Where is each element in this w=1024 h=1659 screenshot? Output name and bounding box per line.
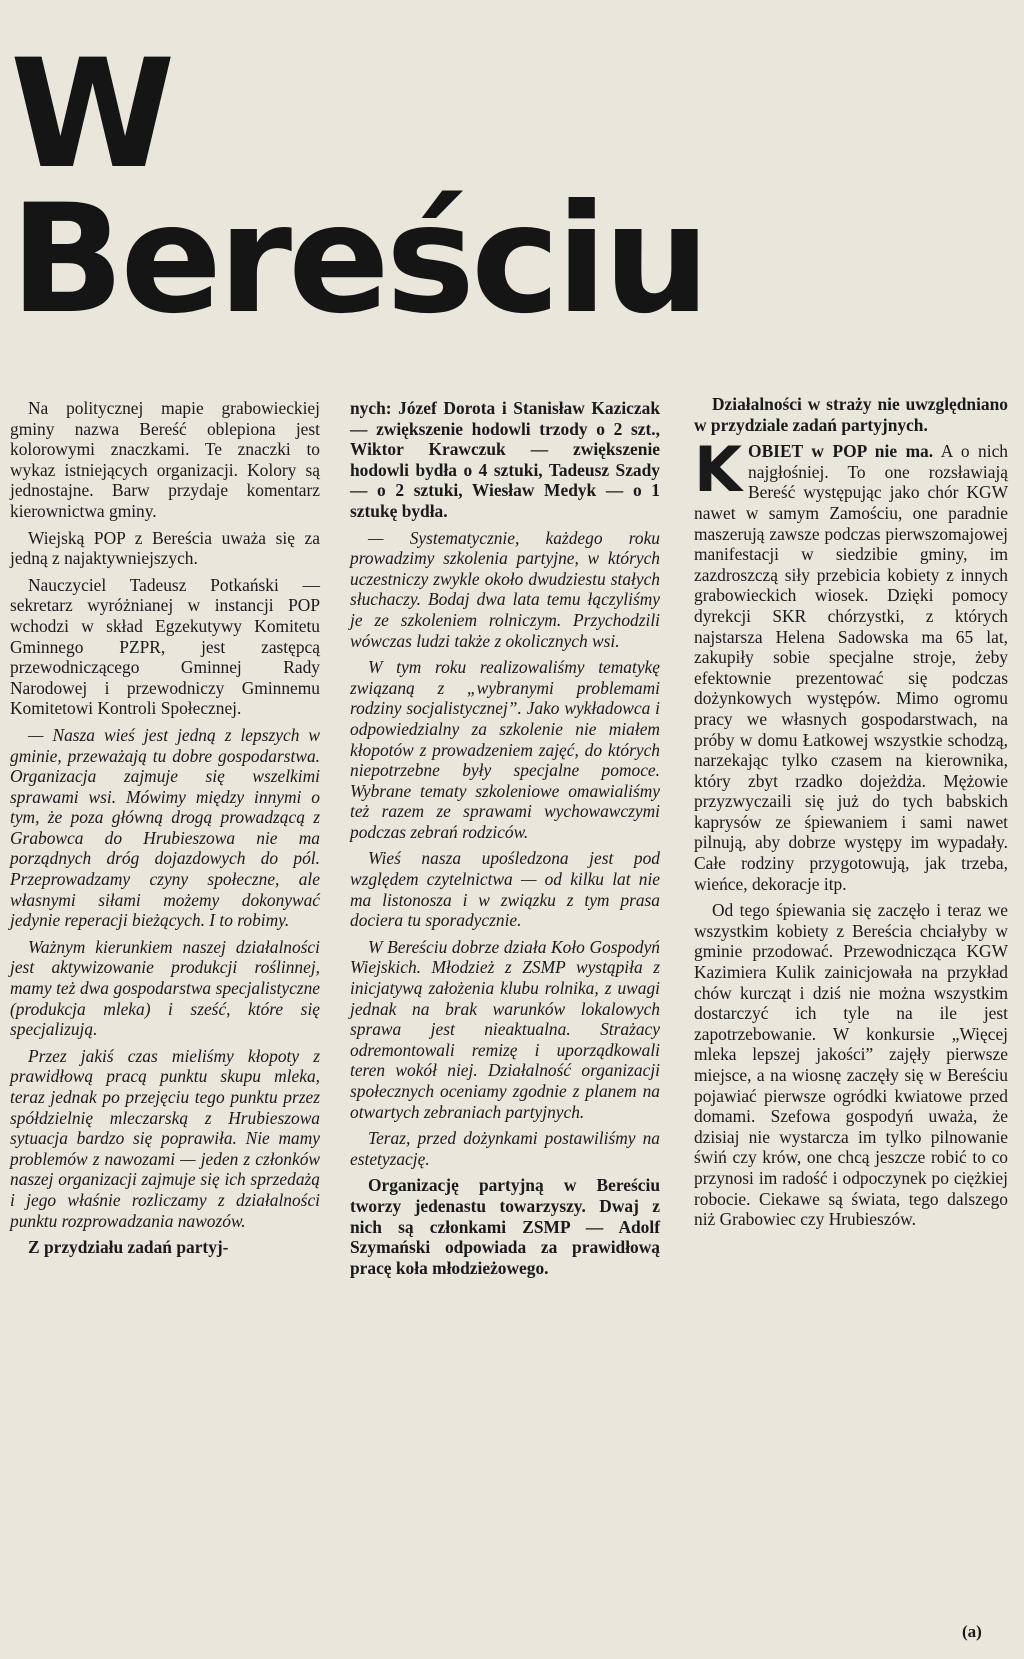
article-column-3 xyxy=(694,394,1008,1236)
quote-paragraph: Ważnym kierunkiem naszej działalności jest aktywizowanie produkcji roślinnej, mamy też dwa gospodarstwa specjalistyczne (produkcja mleka) i sześć, które się specjalizują. xyxy=(10,936,320,1040)
headline-line-1: W xyxy=(10,28,174,202)
quote-paragraph: W Bereściu dobrze działa Koło Gospodyń Wiejskich. Młodzież z ZSMP wystąpiła z inicjatywą założenia klubu rolnika, z uwagi jednak na brak warunków lokalowych sprawa jest nieaktualna. Strażacy odremontowali remizę i uporządkowali teren wokół niej. Działalność organizacji społecznych oceniamy zgodnie z planem na otwartych zebraniach partyjnych. xyxy=(350,936,660,1122)
article-column-2 xyxy=(350,398,660,1284)
paragraph: Od tego śpiewania się zaczęło i teraz we wszystkim kobiety z Bereścia chciałyby w gminie przodować. Przewodnicząca KGW Kazimiera Kulik zainicjowała na przykład chów kurcząt i dziś nie można wszystkim dostarczyć ich tyle na ile jest zapotrzebowanie. W konkursie „Więcej mleka lepszej jakości” zajęły pierwsze miejsce, a na wiosnę zaczęły się w Bereściu pojawiać pierwsze ogródki kwiatowe przed domami. Szefowa gospodyń uważa, że dzisiaj nie wystarcza im tylko pilnowanie świń czy krów, one chcą jeszcze robić to co przynosi im radość i odpoczynek po ciężkiej robocie. Ciekawe są świata, tego dalszego niż Grabowiec czy Hrubieszów. xyxy=(694,900,1008,1230)
paragraph: Wiejską POP z Bereścia uważa się za jedną z najaktywniejszych. xyxy=(10,527,320,569)
dropcap-letter: K xyxy=(694,433,743,507)
paragraph: Na politycznej mapie grabowieckiej gminy nazwa Bereść oblepiona jest kolorowymi znaczkami. Te znaczki to wykaz istniejących organizacji. Kolory są jednostajne. Barw przydaje komentarz kierownictwa gminy. xyxy=(10,398,320,521)
bold-paragraph: nych: Józef Dorota i Stanisław Kaziczak — zwiększenie hodowli trzody o 2 szt., Wiktor Krawczuk — zwiększenie hodowli bydła o 4 sztuki, Tadeusz Szady — o 2 sztuki, Wiesław Medyk — o 1 sztukę bydła. xyxy=(350,398,660,521)
bold-paragraph: Działalności w straży nie uwzględniano w przydziale zadań partyjnych. xyxy=(694,394,1008,435)
bold-paragraph: Organizację partyjną w Bereściu tworzy jedenastu towarzyszy. Dwaj z nich są członkami ZSMP — Adolf Szymański odpowiada za prawidłową pracę koła młodzieżowego. xyxy=(350,1175,660,1278)
headline-line-2: Bereściu xyxy=(10,173,707,347)
quote-paragraph: W tym roku realizowaliśmy tematykę związaną z „wybranymi problemami rodziny socjalistycznej”. Jako wykładowca i odpowiedzialny za szkolenie nie miałem kłopotów z prowadzeniem zajęć, do których niepotrzebne były specjalne pomoce. Wybrane tematy szkoleniowe omawialiśmy też razem ze sprawami wychowawczymi podczas zebrań rodziców. xyxy=(350,657,660,842)
quote-paragraph: — Nasza wieś jest jedną z lepszych w gminie, przeważają tu dobre gospodarstwa. Organizacja zajmuje się wszelkimi sprawami wsi. Mówimy między innymi o tym, że poza główną drogą prowadzącą z Grabowca do Hrubieszowa nie ma porządnych dróg dojazdowych do pól. Przeprowadzamy czyny społeczne, ale własnymi siłami możemy dokonywać jedynie reperacji bieżących. I to robimy. xyxy=(10,724,320,931)
quote-paragraph: Wieś nasza upośledzona jest pod względem czytelnictwa — od kilku lat nie ma listonosza i w związku z tym prasa dociera tu sporadycznie. xyxy=(350,848,660,931)
quote-paragraph: — Systematycznie, każdego roku prowadzimy szkolenia partyjne, w których uczestniczy zwykle około dwudziestu stałych słuchaczy. Bodaj dwa lata temu łączyliśmy je ze szkoleniem rolniczym. Przychodzili wówczas ludzi także z okolicznych wsi. xyxy=(350,527,660,651)
paragraph-body: A o nich najgłośniej. To one rozsławiają Bereść występując jako chór KGW nawet w samym Zamościu, one paradnie maszerują zawsze podczas pierwszomajowej manifestacji w siedzibie gminy, im zazdroszczą siły przebicia kobiety z innych grabowieckich wiosek. Dzięki pomocy dyrekcji SKR chórzystki, z których najstarsza Helena Sadowska ma 65 lat, zakupiły sobie specjalne stroje, żeby efektownie prezentować się podczas dożynkowych występów. Mimo ogromu pracy we własnych gospodarstwach, na próby w domu Łatkowej wszystkie schodzą, narzekając tylko czasem na kierownika, który zbyt rzadko dojeżdża. Mężowie przyzwyczaili się już do tych babskich kaprysów ze śpiewaniem i sami nawet pilnują, aby dobrze występy im wypadały. Całe rodziny przygotowują, jak trzeba, wieńce, dekoracje itp. xyxy=(694,441,1008,894)
article-column-1 xyxy=(10,398,320,1264)
lead-in: OBIET w POP nie ma. xyxy=(748,441,934,462)
author-signoff: (a) xyxy=(962,1622,982,1641)
paragraph: Nauczyciel Tadeusz Potkański — sekretarz wyróżnianej w instancji POP wchodzi w skład Egzekutywy Komitetu Gminnego PZPR, jest zastępcą przewodniczącego Gminnej Rady Narodowej i przewodniczy Gminnemu Komitetowi Kontroli Społecznej. xyxy=(10,574,320,719)
quote-paragraph: Teraz, przed dożynkami postawiliśmy na estetyzację. xyxy=(350,1128,660,1169)
bold-paragraph: Z przydziału zadań partyj- xyxy=(28,1237,229,1258)
quote-paragraph: Przez jakiś czas mieliśmy kłopoty z prawidłową pracą punktu skupu mleka, teraz jednak po przejęciu tego punktu przez spółdzielnię mleczarską z Hrubieszowa sytuacja bardzo się poprawiła. Nie mamy problemów z nawozami — jeden z członków naszej organizacji zajmuje się ich sprzedażą i jego właśnie rozliczamy z działalności punktu rozprowadzania nawozów. xyxy=(10,1045,320,1231)
dropcap-paragraph xyxy=(694,433,1008,894)
